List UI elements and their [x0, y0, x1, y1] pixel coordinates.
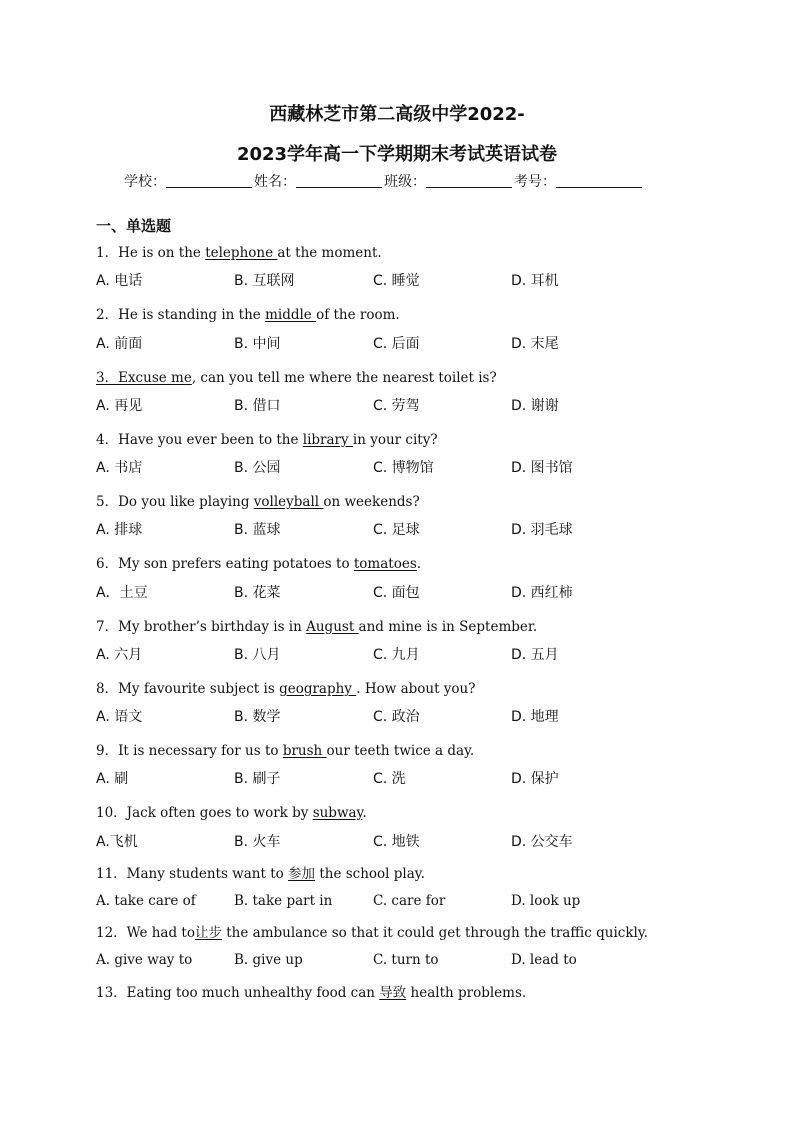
option-d[interactable]: D. 图书馆: [511, 460, 573, 476]
class-blank[interactable]: [426, 173, 512, 188]
option-d[interactable]: D. 羽毛球: [511, 522, 573, 538]
question-13: [96, 981, 526, 1001]
option-c[interactable]: C. 洗: [373, 771, 406, 787]
question-keyword: 让步: [194, 925, 222, 941]
options-6: [96, 582, 716, 602]
question-text: 11．Many students want to: [96, 866, 289, 882]
question-keyword: 3．Excuse me: [96, 370, 192, 386]
option-c[interactable]: C. 劳驾: [373, 398, 420, 414]
exam-number-label: 考号：: [514, 174, 556, 190]
options-2: [96, 333, 716, 353]
question-text: health problems.: [406, 985, 527, 1001]
question-keyword: volleyball: [253, 494, 324, 510]
option-c[interactable]: C. 政治: [373, 709, 420, 725]
question-6: [96, 552, 421, 572]
option-b[interactable]: B. give up: [234, 952, 303, 968]
option-d[interactable]: D. look up: [511, 893, 581, 909]
options-11: [96, 893, 716, 913]
question-keyword: geography: [279, 681, 357, 697]
option-a[interactable]: A. take care of: [96, 893, 196, 909]
class-label: 班级：: [384, 174, 426, 190]
option-a[interactable]: A．土豆: [96, 585, 148, 601]
question-10: [96, 801, 367, 821]
options-12: [96, 952, 716, 972]
options-10: [96, 831, 716, 851]
option-b[interactable]: B. take part in: [234, 893, 333, 909]
option-c[interactable]: C. 面包: [373, 585, 420, 601]
question-text: , can you tell me where the nearest toilet is?: [191, 370, 497, 386]
option-c[interactable]: C. 博物馆: [373, 460, 434, 476]
question-1: [96, 241, 382, 261]
option-a[interactable]: A. 再见: [96, 398, 143, 414]
option-b[interactable]: B. 花菜: [234, 585, 281, 601]
question-keyword: brush: [282, 743, 327, 759]
question-keyword: August: [306, 619, 359, 635]
option-b[interactable]: B. 数学: [234, 709, 281, 725]
option-d[interactable]: D. 末尾: [511, 336, 559, 352]
question-text: 7．My brother’s birthday is in: [96, 619, 307, 635]
name-blank[interactable]: [296, 173, 382, 188]
question-2: [96, 303, 400, 323]
option-d[interactable]: D. 公交车: [511, 834, 573, 850]
option-b[interactable]: B. 火车: [234, 834, 281, 850]
options-4: [96, 457, 716, 477]
question-text: 2．He is standing in the: [96, 307, 266, 323]
option-b[interactable]: B. 互联网: [234, 273, 295, 289]
option-c[interactable]: C. 睡觉: [373, 273, 420, 289]
option-a[interactable]: A. 语文: [96, 709, 143, 725]
option-b[interactable]: B. 中间: [234, 336, 281, 352]
question-text: 10．Jack often goes to work by: [96, 805, 313, 821]
options-1: [96, 270, 716, 290]
question-text: .: [362, 805, 367, 821]
question-text: . How about you?: [356, 681, 476, 697]
question-3: [96, 366, 497, 386]
option-d[interactable]: D. 耳机: [511, 273, 559, 289]
question-8: [96, 677, 475, 697]
question-text: in your city?: [352, 432, 438, 448]
question-4: [96, 428, 438, 448]
question-keyword: subway: [312, 805, 363, 821]
option-c[interactable]: C. 地铁: [373, 834, 420, 850]
question-text: 1．He is on the: [96, 245, 206, 261]
option-d[interactable]: D. 地理: [511, 709, 559, 725]
question-text: .: [416, 556, 422, 572]
option-d[interactable]: D. 五月: [511, 647, 559, 663]
school-label: 学校：: [124, 174, 166, 190]
option-d[interactable]: D. 西红柿: [511, 585, 573, 601]
question-text: 13．Eating too much unhealthy food can: [96, 985, 380, 1001]
option-d[interactable]: D. 保护: [511, 771, 559, 787]
option-b[interactable]: B. 蓝球: [234, 522, 281, 538]
question-text: at the moment.: [277, 245, 382, 261]
options-3: [96, 395, 716, 415]
question-11: [96, 862, 425, 882]
student-info-line: [124, 171, 684, 191]
options-7: [96, 644, 716, 664]
option-c[interactable]: C. 后面: [373, 336, 420, 352]
question-text: and mine is in September.: [358, 619, 538, 635]
option-a[interactable]: A. 刷: [96, 771, 129, 787]
exam-title-line1: 西藏林芝市第二高级中学2022-: [269, 104, 525, 125]
exam-title-line2: 2023学年高一下学期期末考试英语试卷: [236, 144, 558, 165]
question-keyword: tomatoes: [353, 556, 417, 572]
option-b[interactable]: B. 公园: [234, 460, 281, 476]
question-keyword: library: [302, 432, 353, 448]
option-a[interactable]: A. 书店: [96, 460, 143, 476]
option-a[interactable]: A. 电话: [96, 273, 143, 289]
question-5: [96, 490, 420, 510]
question-text: the school play.: [315, 866, 425, 882]
question-text: 4．Have you ever been to the: [96, 432, 303, 448]
question-text: on weekends?: [323, 494, 420, 510]
options-9: [96, 768, 716, 788]
question-text: 6．My son prefers eating potatoes to: [96, 556, 354, 572]
option-c[interactable]: C. 九月: [373, 647, 420, 663]
options-5: [96, 519, 716, 539]
question-text: the ambulance so that it could get through the traffic quickly.: [221, 925, 648, 941]
option-a[interactable]: A. 六月: [96, 647, 143, 663]
option-b[interactable]: B. 借口: [234, 398, 281, 414]
question-text: 12．We had to: [96, 925, 195, 941]
name-label: 姓名：: [254, 174, 296, 190]
option-d[interactable]: D. 谢谢: [511, 398, 559, 414]
question-keyword: middle: [265, 307, 317, 323]
question-keyword: 导致: [379, 985, 407, 1001]
option-b[interactable]: B. 刷子: [234, 771, 281, 787]
option-c[interactable]: C. 足球: [373, 522, 420, 538]
exam-number-blank[interactable]: [556, 173, 642, 188]
question-text: our teeth twice a day.: [326, 743, 475, 759]
option-a[interactable]: A. 排球: [96, 522, 143, 538]
options-8: [96, 706, 716, 726]
option-b[interactable]: B. 八月: [234, 647, 281, 663]
option-c[interactable]: C. care for: [373, 893, 446, 909]
question-keyword: 参加: [288, 866, 316, 882]
section-title: 一、单选题: [96, 217, 172, 235]
question-text: 9．It is necessary for us to: [96, 743, 283, 759]
option-a[interactable]: A.飞机: [96, 834, 138, 850]
option-d[interactable]: D. lead to: [511, 952, 577, 968]
question-text: 8．My favourite subject is: [96, 681, 280, 697]
question-9: [96, 739, 474, 759]
question-12: [96, 921, 648, 941]
question-7: [96, 615, 537, 635]
question-text: of the room.: [316, 307, 400, 323]
option-a[interactable]: A. give way to: [96, 952, 193, 968]
question-keyword: telephone: [205, 245, 278, 261]
school-blank[interactable]: [166, 173, 252, 188]
option-c[interactable]: C. turn to: [373, 952, 439, 968]
question-text: 5．Do you like playing: [96, 494, 254, 510]
option-a[interactable]: A. 前面: [96, 336, 143, 352]
